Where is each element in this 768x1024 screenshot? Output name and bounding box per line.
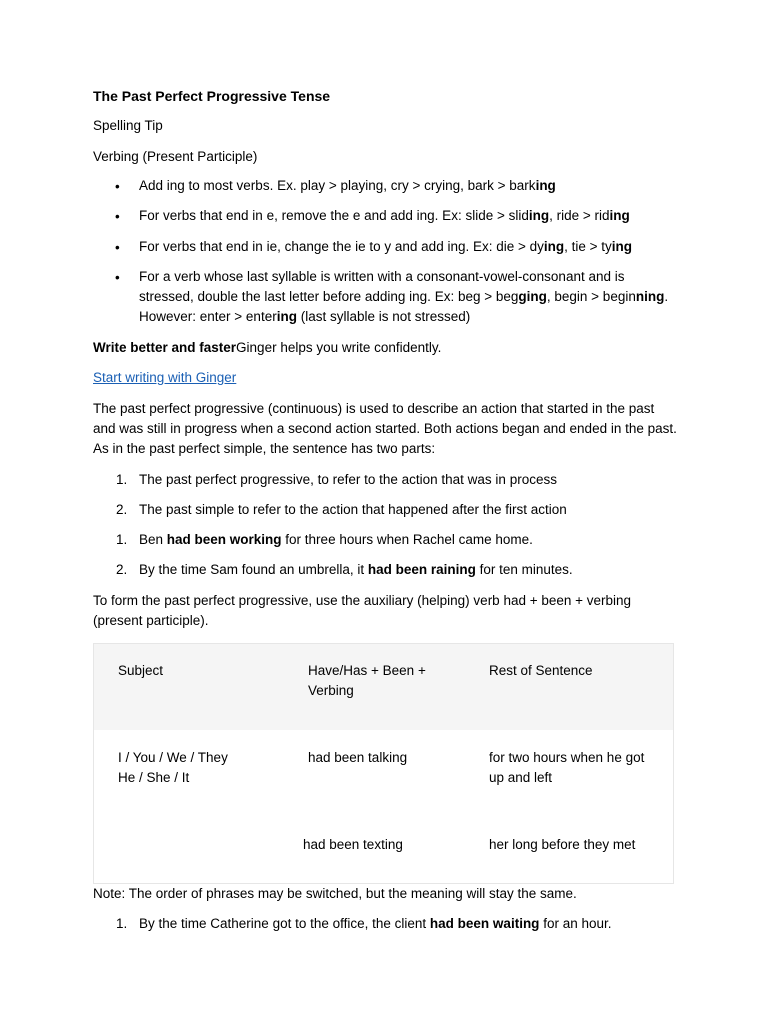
list-number: 2. — [116, 562, 128, 577]
bullet-text: . However: enter > enter — [139, 289, 669, 324]
table-cell-verb: had been texting — [303, 837, 403, 852]
list-item — [139, 237, 674, 257]
table-cell-verb: had been talking — [308, 750, 408, 765]
example-bold: had been waiting — [429, 916, 540, 931]
list-item — [139, 206, 674, 226]
subject-line: I / You / We / They — [118, 750, 228, 765]
list-number: 2. — [116, 502, 128, 517]
bullet-text: , begin > begin — [546, 289, 636, 304]
table-cell-subject — [118, 748, 288, 788]
form-paragraph: To form the past perfect progressive, use the auxiliary (helping) verb had + been + verbing (present participle). — [93, 593, 632, 628]
spelling-tip-heading: Spelling Tip — [93, 118, 163, 133]
bullet-marker: • — [115, 209, 120, 224]
table-cell-rest: her long before they met — [489, 837, 636, 852]
example-bold: had been raining — [367, 562, 476, 577]
bullet-bold: ing — [528, 208, 550, 223]
example-text: Ben — [139, 532, 167, 547]
example-text: By the time Sam found an umbrella, it — [139, 562, 368, 577]
list-number: 1. — [116, 472, 128, 487]
bullet-text: (last syllable is not stressed) — [296, 309, 471, 324]
ginger-ad — [93, 338, 678, 358]
bullet-bold: ning — [635, 289, 665, 304]
bullet-text: For verbs that end in ie, change the ie to y and add ing. Ex: die > dy — [139, 239, 544, 254]
conjugation-table — [93, 643, 674, 884]
list-number: 1. — [116, 916, 128, 931]
example-text: for ten minutes. — [475, 562, 573, 577]
example-item — [139, 914, 674, 934]
table-header-rest: Rest of Sentence — [489, 663, 593, 678]
subject-line: He / She / It — [118, 770, 190, 785]
bullet-bold: ing — [543, 239, 565, 254]
table-header-verb: Have/Has + Been + Verbing — [308, 663, 426, 698]
example-text: By the time Catherine got to the office, the client — [139, 916, 430, 931]
bullet-text: , tie > ty — [564, 239, 612, 254]
numbered-item: The past perfect progressive, to refer to the action that was in process — [139, 472, 557, 487]
bullet-marker: • — [115, 179, 120, 194]
verbing-heading: Verbing (Present Participle) — [93, 149, 258, 164]
table-header-subject: Subject — [118, 663, 164, 678]
bullet-bold: ing — [609, 208, 630, 223]
bullet-marker: • — [115, 240, 120, 255]
bullet-marker: • — [115, 270, 120, 285]
table-cell-rest: for two hours when he got up and left — [489, 750, 645, 785]
example-item — [139, 560, 674, 580]
page-title: The Past Perfect Progressive Tense — [93, 88, 331, 104]
bullet-text: For a verb whose last syllable is written with a consonant-vowel-consonant and is stressed, double the last letter before adding ing. Ex: beg > beg — [139, 269, 625, 304]
example-text: for three hours when Rachel came home. — [281, 532, 533, 547]
list-number: 1. — [116, 532, 128, 547]
bullet-bold: ging — [518, 289, 547, 304]
example-text: for an hour. — [539, 916, 612, 931]
numbered-item: The past simple to refer to the action that happened after the first action — [139, 502, 567, 517]
bullet-text: For verbs that end in e, remove the e and add ing. Ex: slide > slid — [139, 208, 529, 223]
ad-link-container — [93, 368, 678, 388]
bullet-bold: ing — [611, 239, 633, 254]
bullet-bold: ing — [535, 178, 556, 193]
bullet-text: , ride > rid — [549, 208, 610, 223]
ad-text: Ginger helps you write confidently. — [236, 340, 442, 355]
start-writing-link[interactable]: Start writing with Ginger — [93, 370, 237, 385]
example-item — [139, 530, 674, 550]
ad-bold-text: Write better and faster — [93, 340, 237, 355]
intro-paragraph: The past perfect progressive (continuous) is used to describe an action that started in the past and was still in progress when a second action started. Both actions began and ended in the past. As in the past perfect simple, the sentence has two parts: — [93, 401, 677, 456]
bullet-text: Add ing to most verbs. Ex. play > playing, cry > crying, bark > bark — [139, 178, 536, 193]
note-paragraph: Note: The order of phrases may be switched, but the meaning will stay the same. — [93, 886, 577, 901]
example-bold: had been working — [166, 532, 282, 547]
list-item — [139, 267, 674, 327]
list-item — [139, 176, 674, 196]
bullet-bold: ing — [276, 309, 297, 324]
